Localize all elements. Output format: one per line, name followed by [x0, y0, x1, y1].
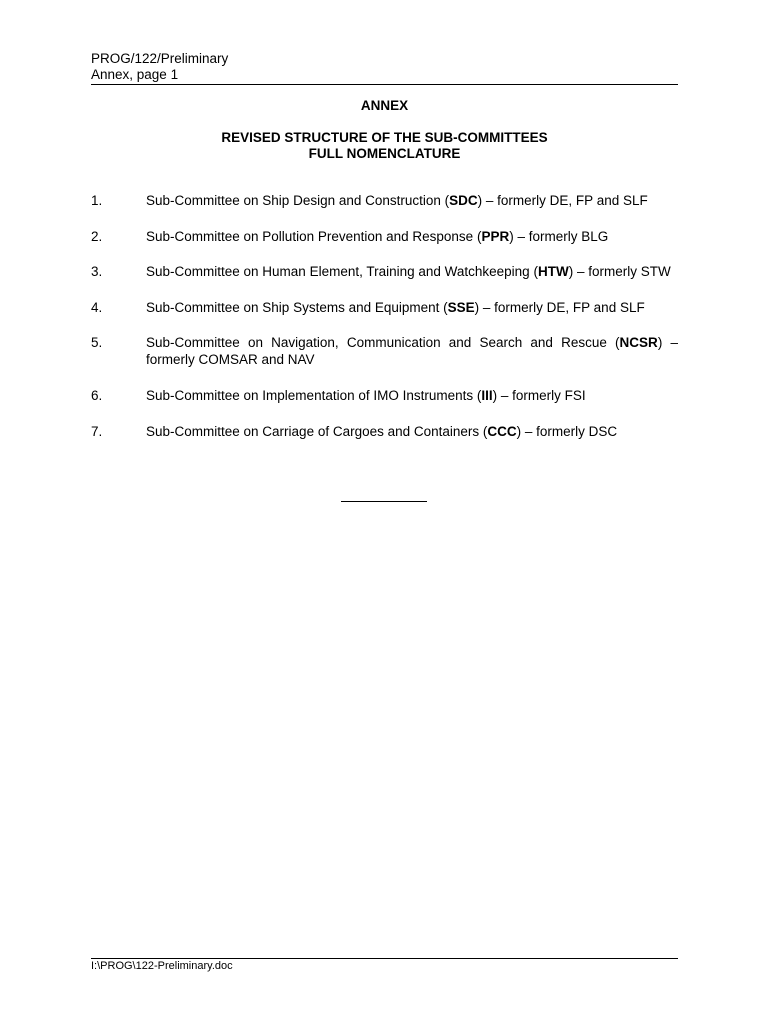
item-abbreviation: HTW: [537, 264, 569, 279]
item-number: 2.: [91, 229, 103, 244]
list-item: [91, 228, 678, 245]
subtitle-line-1: REVISED STRUCTURE OF THE SUB-COMMITTEES: [221, 130, 548, 145]
item-text: Sub-Committee on Implementation of IMO Instruments (III) – formerly FSI: [146, 388, 586, 403]
page-header: [91, 51, 678, 83]
item-abbreviation: CCC: [487, 424, 517, 439]
page-reference: Annex, page 1: [91, 67, 179, 82]
header-divider: [91, 84, 678, 85]
item-text: Sub-Committee on Carriage of Cargoes and Containers (CCC) – formerly DSC: [146, 424, 618, 439]
list-item: [91, 263, 678, 280]
list-item: [91, 299, 678, 316]
item-abbreviation: III: [481, 388, 493, 403]
item-text: Sub-Committee on Ship Design and Construction (SDC) – formerly DE, FP and SLF: [146, 193, 648, 208]
item-abbreviation: PPR: [481, 229, 510, 244]
list-item: [91, 423, 678, 440]
document-reference: PROG/122/Preliminary: [91, 51, 229, 66]
item-text: Sub-Committee on Pollution Prevention and Response (PPR) – formerly BLG: [146, 229, 609, 244]
item-number: 5.: [91, 335, 103, 350]
document-subtitle: [91, 130, 678, 162]
item-abbreviation: SSE: [447, 300, 475, 315]
item-abbreviation: SDC: [449, 193, 478, 208]
annex-title: ANNEX: [360, 98, 409, 113]
footer-divider: [91, 958, 678, 959]
subtitle-line-2: FULL NOMENCLATURE: [308, 146, 461, 161]
end-of-document-rule: [341, 501, 427, 502]
item-abbreviation: NCSR: [619, 335, 658, 350]
list-item: [91, 387, 678, 404]
item-number: 7.: [91, 424, 103, 439]
item-text: Sub-Committee on Ship Systems and Equipment (SSE) – formerly DE, FP and SLF: [146, 300, 645, 315]
footer-file-path: I:\PROG\122-Preliminary.doc: [91, 960, 233, 972]
item-number: 4.: [91, 300, 103, 315]
item-text: Sub-Committee on Navigation, Communication and Search and Rescue (NCSR) – formerly COMSAR and NAV: [146, 335, 678, 367]
sub-committee-list: [91, 192, 678, 440]
list-item: [91, 192, 678, 209]
list-item: [91, 334, 678, 368]
item-number: 1.: [91, 193, 103, 208]
item-text: Sub-Committee on Human Element, Training and Watchkeeping (HTW) – formerly STW: [146, 264, 671, 279]
item-number: 6.: [91, 388, 103, 403]
item-number: 3.: [91, 264, 103, 279]
